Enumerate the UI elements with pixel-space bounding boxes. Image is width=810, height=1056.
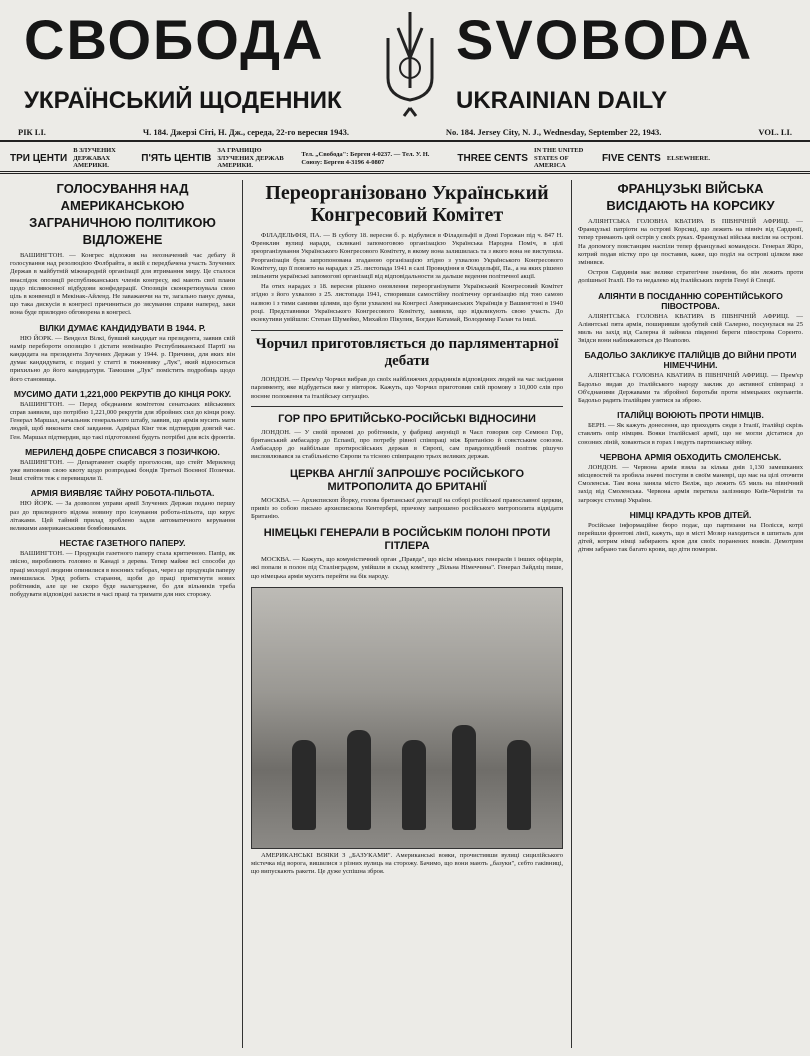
trident-emblem-icon	[378, 8, 442, 118]
article-paragraph: ВАШИНГТОН. — Продукція газетного паперу стала критичною. Папір, як звісно, виробляють головно в Канаді з дерева. Тепер майже всі способи до праці молодої людини опинилися в воєнних таборах, через це продукція паперу зменшилася. Уряд робить старання, щоби до праці притягнути нових робітників, але це не скоро буде налагоджене, бо для вільників треба побудувати відповідні захисти в часі праці та тримати для них сторожу.	[10, 550, 235, 599]
phones: Тел. „Свобода": Бергeн 4-0237. — Тел. У. Н. Союзу: Бергeн 4-3196 4-0807	[301, 151, 430, 166]
issue-en: No. 184. Jersey City, N. J., Wednesday, September 22, 1943.	[445, 127, 662, 137]
price-five-en: FIVE CENTS	[601, 152, 661, 164]
article-paragraph: Остров Сардинія має велике стратегічне значіння, бо він лежить проти долішньої Італії. По та недалеко від італійських портів Генуї й Спеції.	[578, 269, 803, 285]
headline-foreign-policy: ГОЛОСУВАННЯ НАД АМЕРИКАНСЬКОЮ ЗАГРАНИЧНОЮ ПОЛІТИКОЮ ВІДЛОЖЕНЕ	[29, 181, 216, 247]
price-five-en-note: ELSEWHERE.	[666, 154, 711, 162]
article-paragraph: АЛІЯНТСЬКА ГОЛОВНА КВАТИРА В ПІВНІЧНІЙ АФРИЦІ. — Аліянтські пята армія, поширивши здобутий свій Салерно, посунулася на 25 миль на захід від Салерна й зайняла південні береги півострова Соренто. Звідси вони наближаються до Неаполю.	[578, 312, 803, 345]
subheadline: ІТАЛІЙЦІ ВОЮЮТЬ ПРОТИ НІМЦІВ.	[617, 410, 764, 421]
article-paragraph: МОСКВА. — Кажуть, що комуністичний орган „Правда", що вісім німецьких генералів і інших офіцерів, які попали в полон під Сталінградом, увійшли в склад комітету „Вільна Німеччина". Генерал Зайдліц пише, що німецька армія мусить перейти на бік народу.	[251, 556, 563, 580]
subheadline: НІМЕЦЬКІ ГЕНЕРАЛИ В РОСІЙСЬКІМ ПОЛОНІ ПРОТИ ГІТЛЕРА	[263, 527, 551, 553]
dateline	[0, 124, 810, 142]
article-paragraph: ФІЛАДЕЛЬФІЯ, ПА. — В суботу 18. вересня б. р. відбулися в Філадельфії в Домі Горожан під ч. 847 Н. Френклин вулиці наради, скликані запомоговою організацією Українська Народна Поміч, в цілі зреорганізування Українського Конгресового Комітету, в якому вона залишилась та з якого вона не виступила. Реорганізація була запропонована згаданою організацією згідно з ухвалою Українського Конгресового Комітету, що її повзято на нарадах з 25. листопада 1941 в салі Провидіння в Філадельфії, Па., а на яких рішено звільнити українські запомогові організації від відповідальности за дальше ведення політичної акції.	[251, 232, 563, 281]
article-paragraph: ВАШИНГТОН. — Департамент скарбу проголосив, що стейт Мериленд уже виповнив свою квоту щодо розпродажі бондів Третьої Воєнної Позички. Інші стейти теж є перевищили її.	[10, 458, 235, 483]
article-paragraph: БЕРН. — Як кажуть донесення, що приходять сюди з Італії, італійці скрізь ставлять опір німцям. Вояки італійської армії, що не могли дістатися до союзних ліній, ховаються в горах і ведуть партизанську війну.	[578, 422, 803, 446]
article-paragraph: ЛОНДОН. — У своїй промові до робітників, у фабриці амуніції в Чаєл говорив сер Семюел Гор, британський амбасадор до Еспанії, про потребу рівної співпраці між Британією й совєтським союзом. Амбасадор до найбільше протиросійських держав в Європі, сам правдоподібний політик рішучо висловлювався за стабільністю Європи та тісною співпрацею трьох великих держав.	[251, 428, 563, 461]
right-column	[578, 180, 803, 1048]
headline-corsica: ФРАНЦУЗЬКІ ВІЙСЬКА ВИСІДАЮТЬ НА КОРСИКУ	[606, 181, 775, 213]
article-paragraph: ВАШИНГТОН. — Перед обєднаним комітетом сенатських військових справ заявили, що потрібно 1,221,000 рекрутів для збройних сил до кінця року. Генерал Маршал, начальник генерального штабу, заявив, що армія мусить мати людей, щоб виконати свої завдання. Адмірал Кінг теж підтвердив довгий час. Ген. Маршал підтвердив, що такі підготовлені будуть потрібні для всіх фронтів.	[10, 400, 235, 441]
article-paragraph: АЛІЯНТСЬКА ГОЛОВНА КВАТИРА В ПІВНІЧНІЙ АФРИЦІ. — Прем'єр Бадольо видав до італійського народу заклик до активної співпраці з Об'єднаними Державами та збройної боротьби проти німецьких окупантів. Бадольо радить італійцям узятися за зброю.	[578, 372, 803, 405]
subheadline: ЦЕРКВА АНГЛІЇ ЗАПРОШУЄ РОСІЙСЬКОГО МИТРОПОЛИТА ДО БРИТАНІЇ	[289, 467, 525, 493]
price-three-en: THREE CENTS	[457, 152, 528, 164]
soldier-figure	[347, 730, 371, 830]
soldier-figure	[507, 740, 531, 830]
article-paragraph: Російське інформаційне бюро подає, що партизани на Полісся, котрі перейшли фронтові лінії, кажуть, що в місті Мозир находиться в шпиталь для дітей, котрим німці забирають кров для своїх поранених вояків. Демотрим дітям забрано так багато крови, що діти померли.	[578, 521, 803, 554]
subheadline: НІМЦІ КРАДУТЬ КРОВ ДІТЕЙ.	[629, 509, 752, 520]
center-column	[242, 180, 572, 1048]
article-paragraph: АЛІЯНТСЬКА ГОЛОВНА КВАТИРА В ПІВНІЧНІЙ АФРИЦІ. — Французькі патріоти на острові Корсиці, що лежить на північ від Сардинії, тепер тримають цей острів у своїх руках. Французькі війська висіли на острові. На допомогу повстанцям наспіли тепер французькі командоси. Генерал Жіро, котрий подав вістку про це поставив, каже, що поділ на острові цілком вже змінився.	[578, 218, 803, 267]
left-column	[10, 180, 235, 1048]
subheadline: ГОР ПРО БРИТІЙСЬКО-РОСІЙСЬКІ ВІДНОСИНИ	[278, 412, 536, 425]
subheadline: НЕСТАЄ ГАЗЕТНОГО ПАПЕРУ.	[59, 538, 186, 549]
headline-congress-committee: Переорганізовано Український Конгресовий Комітет	[265, 182, 549, 226]
article-paragraph: НЮ ЙОРК. — За дозволом управи армії Злучених Держав подано першу раз до прилюдного відома новину про існування робота-пільота, що керує літаками. Цей тайний прилад зроблено задля автоматичного керування великими американськими бомбовиками.	[10, 500, 235, 533]
price-three-uk-note: В ЗЛУЧЕНИХ ДЕРЖАВАХ АМЕРИКИ.	[73, 147, 116, 170]
soldier-figure	[292, 740, 316, 830]
photo-caption: АМЕРИКАНСЬКІ ВОЯКИ З „БАЗУКАМИ". Американські вояки, прочистивши вулиці сицилійського містечка від ворога, вишилися з різних вулиць на сторожу. Бачимо, що вони мають „базуки", себто гаківниці, що випускають ракети. Це дуже успішна зброя.	[251, 851, 563, 875]
article-paragraph: ЛОНДОН. — Прем'єр Чорчил вибрав до своїх найближчих дорадників відповідних людей на час засідання парляменту, яке відбудеться вже у вівторок. Кажуть, що Чорчил приготовив свій промову з 10,000 слів про воєнне положення та італійську ситуацію.	[251, 376, 563, 400]
masthead-subtitle-english: UKRAINIAN DAILY	[456, 87, 668, 114]
masthead-title-ukrainian: СВОБОДА	[24, 8, 325, 71]
price-five-uk-note: ЗА ГРАНИЦЮ ЗЛУЧЕНИХ ДЕРЖАВ АМЕРИКИ.	[217, 147, 284, 170]
article-paragraph: ВАШИНГТОН. — Конгрес відложив на неозначений час дебату й голосування над резолюцією Фолбрайта, в якій є передбачена участь Злучених Держав в майбутній міжнародній організації для втримання миру. Це сталося внаслідок опозиції республиканських членів конгресу, які мають свої плани щодо післявоєнної відбудови конфедерації. Опозиція сконкретизувала свою ціль в конвенції в Мекінак-Айленд. Не заважаючи на те, загально панує думка, що така дискусія в конгресі причиниться до зясування справи наперед, заки вона буде прилюдно обговорена в конгресі.	[10, 252, 235, 317]
article-paragraph: На отих нарадах з 18. вересня рішено оновлення переорганізувати Український Конгресовий Комітет згідно з його ухвалою з 25. листопада 1941, створивши самостійну політичну організацію під тою самою назвою і з тими самими цілями, що були ухвалені на Конгресі Американських Українців у Вашингтоні в 1940 році. Представники Українського Конгресового Комітету, заявили, що відкликують свою участь. До екзекутиви увійшли: Степан Шумейко, Михайло Пікулик, Богдан Катамай, Володимир Галан та інші.	[251, 283, 563, 324]
subheadline: АРМІЯ ВИЯВЛЯЄ ТАЙНУ РОБОТА-ПІЛЬОТА.	[30, 488, 215, 499]
vol-en: VOL. LI.	[758, 127, 792, 137]
article-paragraph: МОСКВА. — Архиєпископ Йорку, голова британської делегації на соборі російської православної церкви, привіз зо собою письмо архиєпископа Кентербері, причому запрошено російського митрополита відвідати Британію.	[251, 496, 563, 521]
article-paragraph: ЛОНДОН. — Червона армія взяла за кілька днів 1,130 замешканих місцевостей та зробила значні поступи в своїм маневрі, що має на цілі оточити Смоленськ. Там вона заняла місто Веліж, що лежить 65 миль на північний захід від Смоленська. Червона армія перетяла залізницю Київ-Чернігів та загрожує столиці України.	[578, 463, 803, 504]
subheadline: БАДОЛЬО ЗАКЛИКУЄ ІТАЛІЙЦІВ ДО ВІЙНИ ПРОТИ НІМЕЧЧИНИ.	[584, 350, 797, 371]
price-bar	[0, 146, 810, 174]
masthead-subtitle-ukrainian: УКРАЇНСЬКИЙ ЩОДЕННИК	[24, 87, 342, 114]
year-uk: РІК LI.	[18, 127, 46, 137]
price-three-en-note: IN THE UNITED STATES OF AMERICA	[533, 147, 584, 170]
article-paragraph: НЮ ЙОРК. — Венделл Вілкі, бувший кандидат на президента, заявив свій намір перебороти опозицію і дістати номінацію Республиканської Партії на кандидата на президента Злучених Держав у 1944. р. Причини, для яких він думає кандидувати, є подані у статті в тижневику „Лук", який відноситься прихильно до його кандидатури. Тамошня „Лук" помістить подробиць щодо його становища.	[10, 334, 235, 383]
subheadline: ЧЕРВОНА АРМІЯ ОБХОДИТЬ СМОЛЕНСЬК.	[599, 451, 782, 462]
price-five-uk: П'ЯТЬ ЦЕНТІВ	[141, 152, 212, 164]
masthead-title-english: SVOBODA	[456, 8, 754, 71]
headline-churchill: Чорчил приготовляється до парляментарної дебати	[255, 336, 559, 370]
issue-uk: Ч. 184. Джерзі Сіті, Н. Дж., середа, 22-го вересня 1943.	[142, 127, 349, 137]
soldier-figure	[402, 740, 426, 830]
soldier-figure	[452, 725, 476, 830]
masthead	[0, 0, 810, 122]
subheadline: МУСИМО ДАТИ 1,221,000 РЕКРУТІВ ДО КІНЦЯ РОКУ.	[13, 388, 232, 399]
price-three-uk: ТРИ ЦЕНТИ	[10, 152, 68, 164]
churchill-box	[251, 330, 563, 407]
subheadline: АЛІЯНТИ В ПОСІДАННЮ СОРЕНТІЙСЬКОГО ПІВОСТРОВА.	[598, 290, 783, 311]
photo-soldiers-bazookas	[251, 587, 563, 849]
subheadline: МЕРИЛЕНД ДОБРЕ СПИСАВСЯ З ПОЗИЧКОЮ.	[25, 446, 220, 457]
subheadline: ВІЛКИ ДУМАЄ КАНДИДУВАТИ В 1944. Р.	[39, 322, 206, 333]
